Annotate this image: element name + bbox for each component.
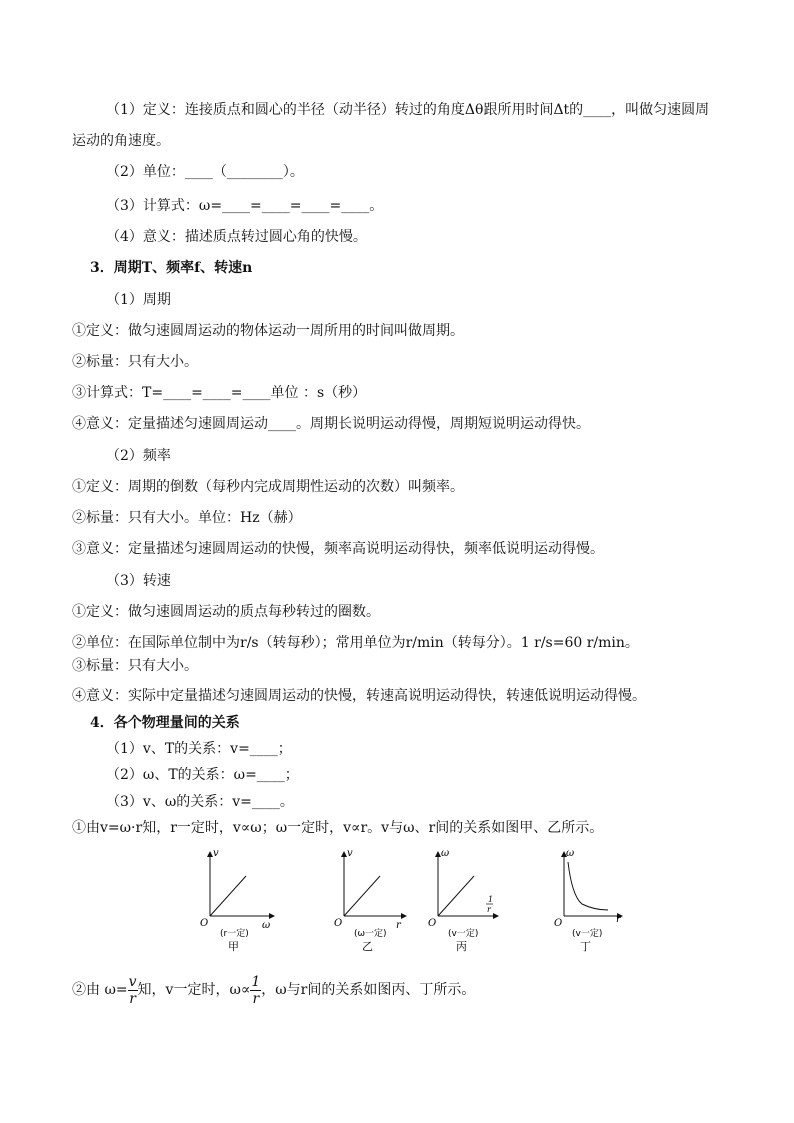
text-line-14: ②标量：只有大小。单位：Hz（赫）: [72, 510, 302, 526]
x-axis-label: ω: [262, 920, 271, 931]
origin-label: O: [200, 918, 209, 929]
graph-ding: [550, 846, 640, 956]
graph-name: 甲: [228, 940, 239, 953]
graph-condition: (v一定): [572, 929, 603, 939]
proportional-line: [438, 876, 474, 916]
graph-yi: [330, 846, 420, 956]
text-line-18: ②单位：在国际单位制中为r/s（转每秒）；常用单位为r/min（转每分）。1 r/s=60 r/min。: [72, 635, 639, 651]
x-axis-label-denominator: r: [487, 905, 491, 914]
last-line-prefix: ②由 ω=: [72, 982, 128, 998]
text-line-11: ④意义：定量描述匀速圆周运动____。周期长说明运动得慢，周期短说明运动得快。: [72, 416, 590, 432]
text-line-8: ①定义：做匀速圆周运动的物体运动一周所用的时间叫做周期。: [72, 323, 464, 339]
origin-label: O: [554, 918, 563, 929]
graph-name: 乙: [362, 940, 373, 953]
origin-label: O: [334, 918, 343, 929]
text-line-22: （1）v、T的关系：v=____；: [106, 741, 292, 757]
text-line-17: ①定义：做匀速圆周运动的质点每秒转过的圈数。: [72, 604, 380, 620]
fraction-v-over-r: [128, 974, 138, 1007]
graph-jia: [196, 846, 286, 956]
text-line-1: （1）定义：连接质点和圆心的半径（动半径）转过的角度Δθ跟所用时间Δt的____，叫做匀速圆周: [106, 102, 710, 118]
text-line-23: （2）ω、T的关系：ω=____；: [106, 767, 299, 783]
text-line-12: （2）频率: [106, 448, 171, 464]
graph-condition: (v一定): [448, 929, 479, 939]
text-line-5: （4）意义：描述质点转过圆心角的快慢。: [106, 229, 367, 245]
y-axis-label: v: [213, 848, 219, 859]
graph-name: 丁: [580, 940, 591, 953]
section-heading-4: 4．各个物理量间的关系: [90, 715, 240, 731]
text-line-10: ③计算式：T=____=____=____单位 ：s（秒）: [72, 385, 367, 401]
y-axis-label: ω: [441, 848, 450, 859]
text-line-9: ②标量：只有大小。: [72, 354, 198, 370]
x-axis-label-numerator: 1: [488, 895, 494, 904]
text-line-13: ①定义：周期的倒数（每秒内完成周期性运动的次数）叫频率。: [72, 479, 464, 495]
origin-label: O: [428, 918, 437, 929]
x-axis-label: r: [616, 914, 621, 925]
graph-condition: (ω一定): [354, 929, 387, 939]
text-line-25: ①由v=ω·r知，r一定时，v∝ω；ω一定时，v∝r。v与ω、r间的关系如图甲、乙所示。: [72, 820, 604, 836]
proportional-line: [344, 876, 380, 916]
proportional-line: [210, 876, 246, 916]
fraction-numerator: 1: [251, 973, 261, 990]
text-line-15: ③意义：定量描述匀速圆周运动的快慢，频率高说明运动得快，频率低说明运动得慢。: [72, 541, 604, 557]
fraction-1-over-r: [250, 974, 261, 1007]
inverse-curve: [568, 862, 608, 910]
text-line-16: （3）转速: [106, 573, 171, 589]
text-line-24: （3）v、ω的关系：v=____。: [106, 794, 294, 810]
text-line-2: 运动的角速度。: [72, 133, 170, 149]
x-axis-label: r: [396, 920, 401, 931]
text-line-7: （1）周期: [106, 292, 171, 308]
text-line-19: ③标量：只有大小。: [72, 658, 198, 674]
section-heading-3: 3．周期T、频率f、转速n: [90, 260, 253, 276]
fraction-numerator: v: [128, 973, 137, 990]
fraction-denominator: r: [129, 990, 136, 1007]
last-line-suffix: ，ω与r间的关系如图丙、丁所示。: [261, 982, 476, 998]
graph-bing: [424, 846, 514, 956]
text-line-4: （3）计算式：ω=____=____=____=____。: [106, 198, 384, 214]
text-line-20: ④意义：实际中定量描述匀速圆周运动的快慢，转速高说明运动得快，转速低说明运动得慢。: [72, 688, 646, 704]
graph-name: 丙: [456, 940, 467, 953]
graph-condition: (r一定): [220, 929, 249, 939]
last-line-middle: 知，v一定时，ω∝: [137, 982, 251, 998]
y-axis-label: ω: [566, 848, 575, 859]
text-line-3: （2）单位：____（________）。: [106, 164, 304, 180]
y-axis-label: v: [347, 848, 353, 859]
fraction-denominator: r: [252, 990, 260, 1007]
text-line-last: [72, 970, 475, 1010]
